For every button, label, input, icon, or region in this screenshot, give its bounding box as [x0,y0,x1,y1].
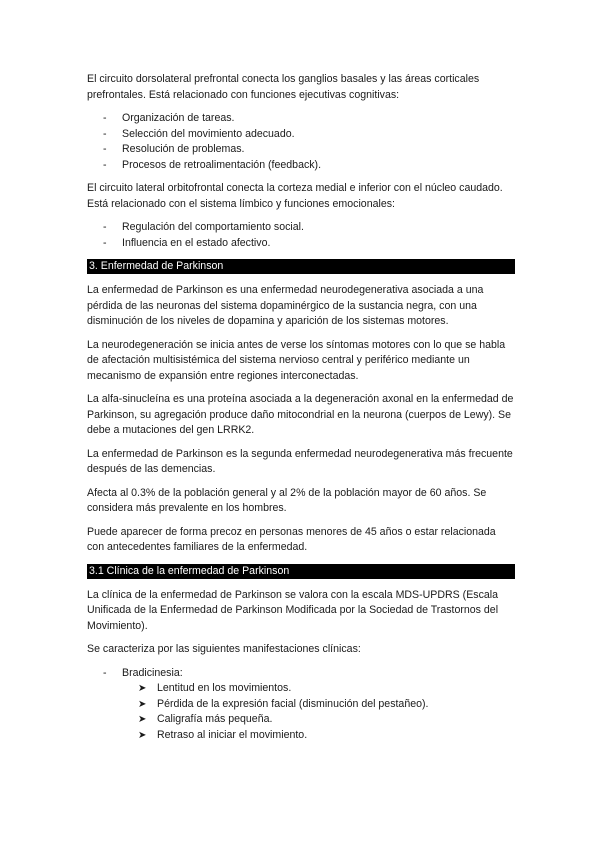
list-item-bradicinesia [87,666,515,744]
list-item: - Procesos de retroalimentación (feedback). [87,158,515,174]
list-item: - Selección del movimiento adecuado. [87,127,515,143]
paragraph: La neurodegeneración se inicia antes de verse los síntomas motores con lo que se habla de afectación multisistémica del sistema nervioso central y periférico mediante un mecanismo de expansión entre regiones interconectadas. [87,338,506,382]
list-item: - Resolución de problemas. [87,142,515,158]
dash-bullet-icon: - [103,112,107,124]
list-orbitofrontal-functions [87,220,515,251]
arrow-bullet-icon: ➤ [138,729,147,741]
paragraph: La enfermedad de Parkinson es la segunda enfermedad neurodegenerativa más frecuente después de las demencias. [87,447,513,475]
section-heading-parkinson: 3. Enfermedad de Parkinson [87,259,515,274]
paragraph: Afecta al 0.3% de la población general y al 2% de la población mayor de 60 años. Se considera más prevalente en los hombres. [87,486,487,514]
paragraph: Se caracteriza por las siguientes manifestaciones clínicas: [87,643,361,655]
dash-bullet-icon: - [103,236,107,249]
list-item: - Regulación del comportamiento social. [87,220,515,236]
paragraph: Puede aparecer de forma precoz en personas menores de 45 años o estar relacionada con antecedentes familiares de la enfermedad. [87,525,496,553]
paragraph-orbitofrontal-intro: El circuito lateral orbitofrontal conecta la corteza medial e inferior con el núcleo caudado. Está relacionado con el sistema límbico y funciones emocionales: [87,182,503,210]
paragraph-prefrontal-intro: El circuito dorsolateral prefrontal conecta los ganglios basales y las áreas corticales prefrontales. Está relacionado con funciones ejecutivas cognitivas: [87,73,480,101]
dash-bullet-icon: - [103,143,107,155]
list-bradicinesia-symptoms [122,681,515,743]
dash-bullet-icon: - [103,221,107,233]
section-heading-clinica: 3.1 Clínica de la enfermedad de Parkinson [87,564,515,579]
document-content [87,72,515,751]
list-prefrontal-functions [87,111,515,173]
arrow-bullet-icon: ➤ [138,714,147,725]
bradicinesia-label: Bradicinesia: [122,666,183,679]
dash-bullet-icon: - [103,158,107,171]
list-manifestaciones [87,666,515,744]
list-item: - Organización de tareas. [87,111,515,127]
paragraph: La enfermedad de Parkinson es una enfermedad neurodegenerativa asociada a una pérdida de las neuronas del sistema dopaminérgico de la sustancia negra, con una disminución de los niveles de dopamina y aparición de los sistemas motores. [87,284,484,327]
list-item: ➤ Pérdida de la expresión facial (disminución del pestañeo). [122,697,515,713]
paragraph: La alfa-sinucleína es una proteína asociada a la degeneración axonal en la enfermedad de Parkinson, su agregación produce daño mitocondrial en la neurona (cuerpos de Lewy). Se debe a mutaciones del gen LRRK2. [87,393,514,436]
dash-bullet-icon: - [103,127,107,140]
list-item: ➤ Lentitud en los movimientos. [122,681,515,697]
list-item: - Influencia en el estado afectivo. [87,236,515,252]
list-item: ➤ Caligrafía más pequeña. [122,712,515,728]
arrow-bullet-icon: ➤ [138,683,147,694]
list-item: ➤ Retraso al iniciar el movimiento. [122,728,515,744]
arrow-bullet-icon: ➤ [138,698,147,710]
dash-bullet-icon: - [103,666,107,679]
paragraph: La clínica de la enfermedad de Parkinson se valora con la escala MDS-UPDRS (Escala Unificada de la Enfermedad de Parkinson Modificada por la Sociedad de Trastornos del Movimiento). [87,588,499,632]
